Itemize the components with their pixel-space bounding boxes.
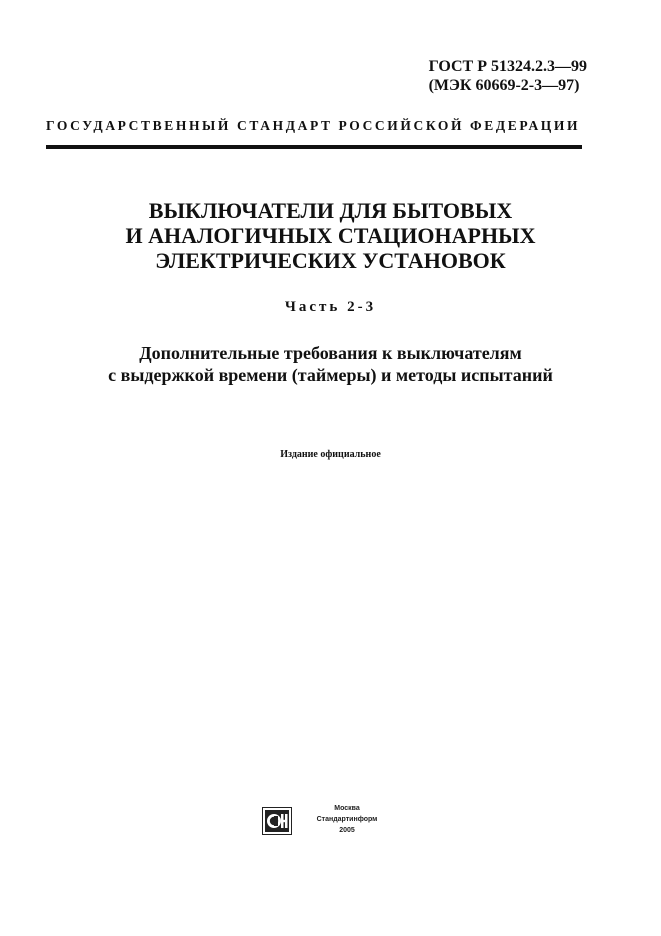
document-codes xyxy=(429,57,587,95)
heading-rule xyxy=(46,145,582,149)
publisher-name: Стандартинформ xyxy=(316,816,378,823)
document-title xyxy=(0,198,661,273)
publisher-city: Москва xyxy=(334,805,360,812)
title-line: ЭЛЕКТРИЧЕСКИХ УСТАНОВОК xyxy=(155,248,506,273)
standard-heading: ГОСУДАРСТВЕННЫЙ СТАНДАРТ РОССИЙСКОЙ ФЕДЕРАЦИИ xyxy=(46,118,581,133)
standartinform-logo-icon xyxy=(262,807,292,835)
edition-note: Издание официальное xyxy=(280,449,381,460)
subtitle-line: с выдержкой времени (таймеры) и методы испытаний xyxy=(108,365,553,385)
title-line: И АНАЛОГИЧНЫХ СТАЦИОНАРНЫХ xyxy=(125,223,536,248)
publication-year: 2005 xyxy=(339,827,355,834)
gost-code: ГОСТ Р 51324.2.3—99 xyxy=(428,58,587,75)
publisher-block xyxy=(262,803,402,839)
publisher-imprint xyxy=(302,803,392,836)
iec-code: (МЭК 60669-2-3—97) xyxy=(428,77,580,94)
subtitle-line: Дополнительные требования к выключателям xyxy=(139,343,522,363)
title-line: ВЫКЛЮЧАТЕЛИ ДЛЯ БЫТОВЫХ xyxy=(148,198,513,223)
document-subtitle xyxy=(0,342,661,386)
part-label: Часть 2-3 xyxy=(284,299,377,315)
